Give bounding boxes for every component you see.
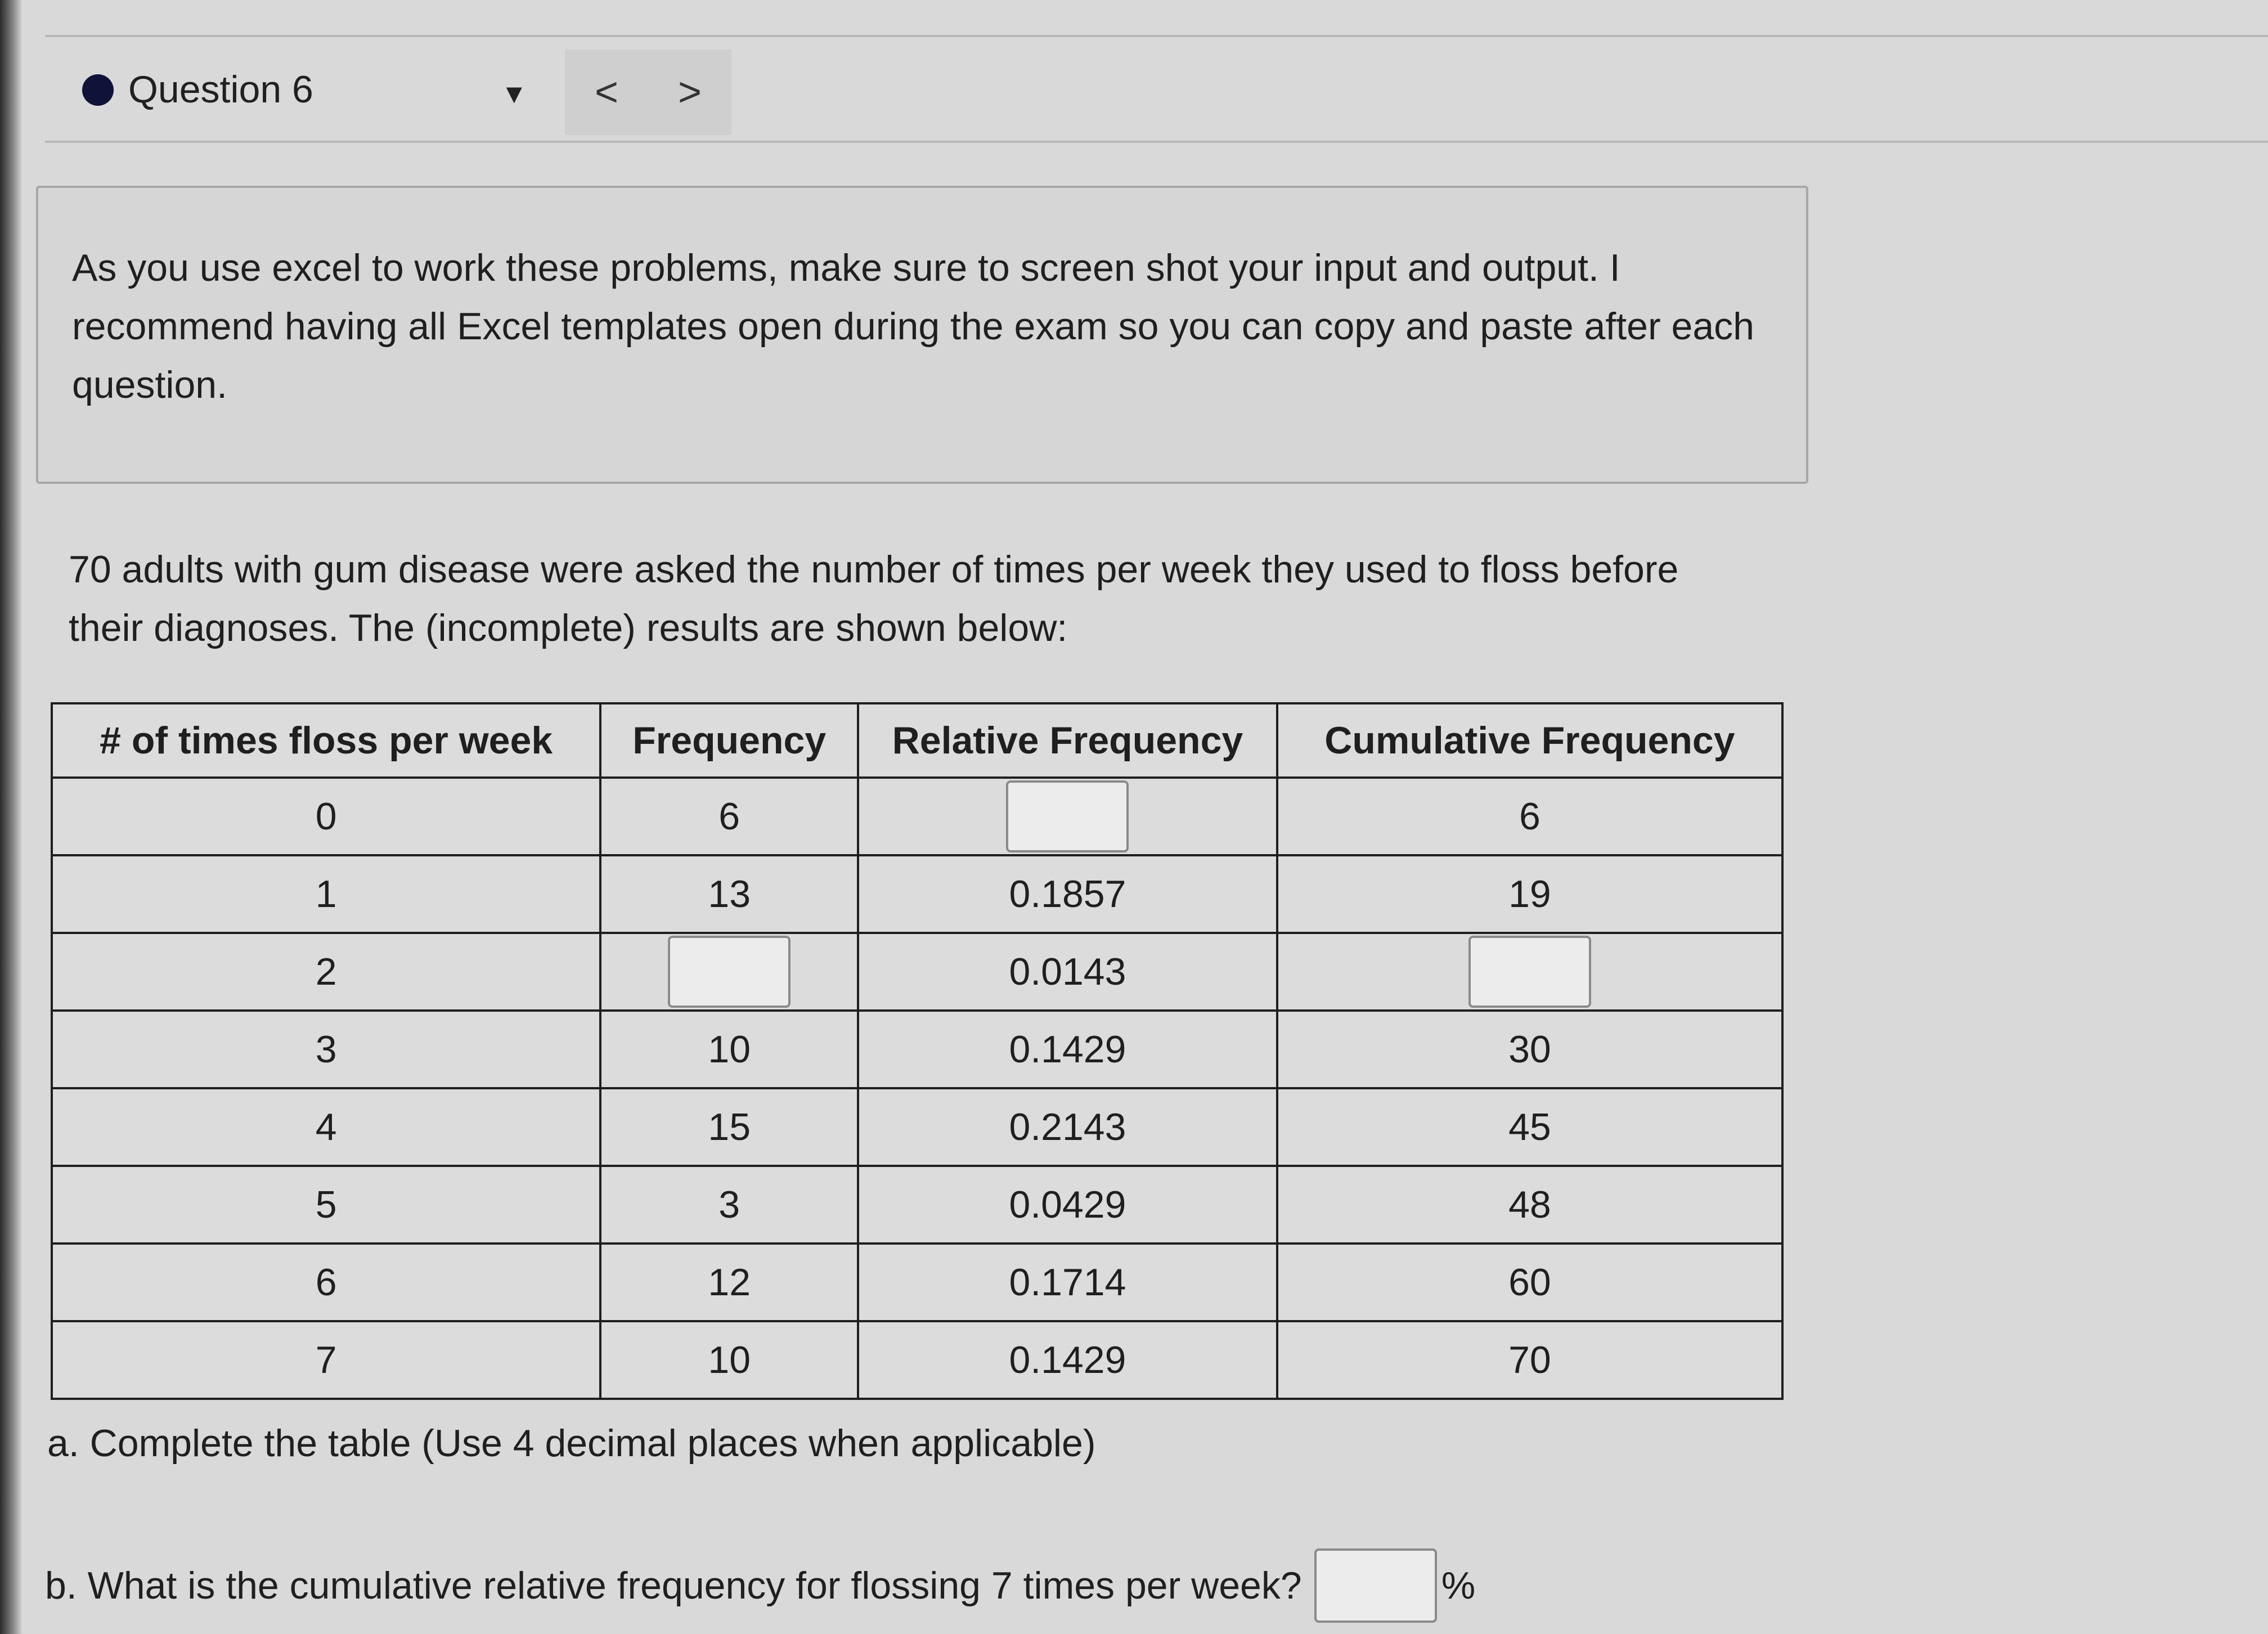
header-relative-frequency: Relative Frequency: [858, 703, 1277, 778]
table-row: [52, 1244, 1782, 1321]
cell-relative-frequency: 0.0429: [858, 1166, 1277, 1244]
cell-frequency: 10: [600, 1321, 858, 1399]
cell-times: 1: [52, 855, 600, 933]
percent-unit-label: %: [1441, 1564, 1476, 1607]
top-divider: [45, 35, 2268, 37]
header-times-per-week: # of times floss per week: [52, 703, 600, 778]
cell-frequency: 10: [600, 1011, 858, 1088]
cell-times: 0: [52, 778, 600, 855]
question-title: Question 6: [128, 68, 313, 111]
table-row: [52, 778, 1782, 855]
cumulative-frequency-input-row-2[interactable]: [1468, 936, 1591, 1008]
question-status-dot: [82, 74, 114, 106]
table-row: [52, 1321, 1782, 1399]
cell-cumulative-frequency: 60: [1277, 1244, 1782, 1321]
question-dropdown-caret-icon[interactable]: ▼: [501, 79, 528, 109]
cell-frequency: 3: [600, 1166, 858, 1244]
cell-frequency: 6: [600, 778, 858, 855]
relative-frequency-input-row-0[interactable]: [1006, 780, 1129, 852]
cell-relative-frequency: 0.1857: [858, 855, 1277, 933]
table-header-row: [52, 703, 1782, 778]
cell-relative-frequency-blank: [858, 778, 1277, 855]
cell-frequency: 13: [600, 855, 858, 933]
cell-relative-frequency: 0.1429: [858, 1321, 1277, 1399]
question-navigation: [565, 50, 731, 135]
question-prompt: 70 adults with gum disease were asked the number of times per week they used to floss before their diagnoses. The (incomplete) results are shown below:: [69, 548, 1679, 649]
table-row: [52, 1011, 1782, 1088]
frequency-table: [51, 702, 1784, 1400]
cell-cumulative-frequency: 45: [1277, 1088, 1782, 1166]
header-cumulative-frequency: Cumulative Frequency: [1277, 703, 1782, 778]
cell-frequency: 12: [600, 1244, 858, 1321]
cell-relative-frequency: 0.2143: [858, 1088, 1277, 1166]
frequency-input-row-2[interactable]: [668, 936, 791, 1008]
cell-cumulative-frequency-blank: [1277, 933, 1782, 1011]
cell-cumulative-frequency: 30: [1277, 1011, 1782, 1088]
cell-relative-frequency: 0.0143: [858, 933, 1277, 1011]
cell-relative-frequency: 0.1714: [858, 1244, 1277, 1321]
table-row: [52, 1088, 1782, 1166]
table-row: [52, 933, 1782, 1011]
cell-cumulative-frequency: 19: [1277, 855, 1782, 933]
part-b-question: [45, 1548, 1475, 1623]
cell-cumulative-frequency: 6: [1277, 778, 1782, 855]
cell-cumulative-frequency: 48: [1277, 1166, 1782, 1244]
previous-question-button[interactable]: <: [594, 70, 619, 115]
table-row: [52, 855, 1782, 933]
part-a-instruction: a. Complete the table (Use 4 decimal places when applicable): [47, 1422, 1096, 1465]
cell-times: 5: [52, 1166, 600, 1244]
next-question-button[interactable]: >: [677, 70, 702, 115]
cell-times: 4: [52, 1088, 600, 1166]
cell-cumulative-frequency: 70: [1277, 1321, 1782, 1399]
instruction-box: [36, 186, 1808, 484]
screen-edge-shadow: [0, 0, 23, 1634]
cell-frequency: 15: [600, 1088, 858, 1166]
header-frequency: Frequency: [600, 703, 858, 778]
cell-times: 3: [52, 1011, 600, 1088]
instruction-text: As you use excel to work these problems, make sure to screen shot your input and output. I recommend having all Excel templates open during the exam so you can copy and paste after each question.: [72, 246, 1754, 406]
table-row: [52, 1166, 1782, 1244]
header-divider: [45, 141, 2268, 143]
part-b-text: b. What is the cumulative relative frequency for flossing 7 times per week?: [45, 1564, 1302, 1607]
cumulative-relative-frequency-input[interactable]: [1314, 1548, 1437, 1623]
cell-relative-frequency: 0.1429: [858, 1011, 1277, 1088]
cell-times: 6: [52, 1244, 600, 1321]
cell-times: 2: [52, 933, 600, 1011]
cell-times: 7: [52, 1321, 600, 1399]
cell-frequency-blank: [600, 933, 858, 1011]
